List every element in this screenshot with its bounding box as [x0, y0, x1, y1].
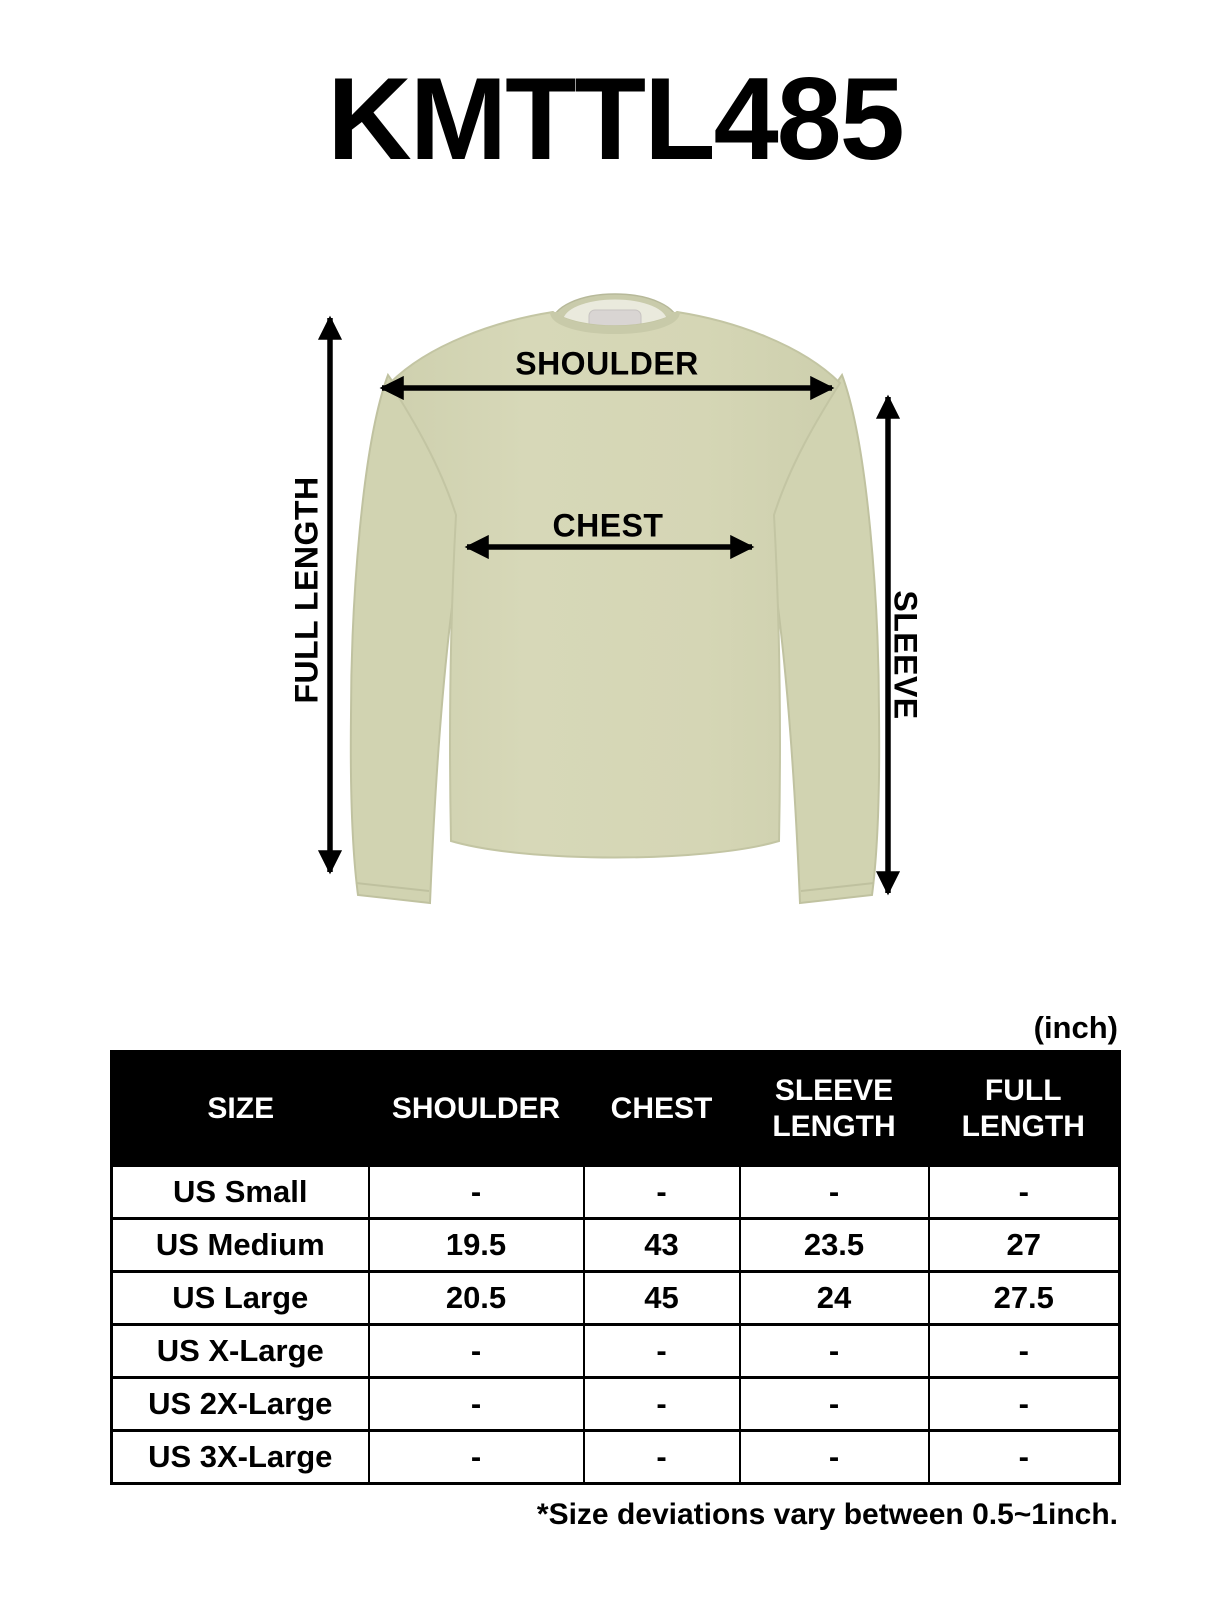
size-name-cell: US Large — [112, 1272, 369, 1325]
chest-value-cell: - — [584, 1325, 740, 1378]
shoulder-value-cell: 19.5 — [369, 1219, 584, 1272]
sleeve-length-value-cell: 23.5 — [740, 1219, 929, 1272]
sleeve-measure-label: SLEEVE — [887, 590, 924, 720]
column-header-size: SIZE — [112, 1052, 369, 1166]
column-header-shoulder: SHOULDER — [369, 1052, 584, 1166]
shirt-body — [390, 312, 840, 858]
table-row — [112, 1272, 1120, 1325]
chest-value-cell: 43 — [584, 1219, 740, 1272]
table-row — [112, 1166, 1120, 1219]
column-header-chest: CHEST — [584, 1052, 740, 1166]
size-name-cell: US Medium — [112, 1219, 369, 1272]
table-row — [112, 1325, 1120, 1378]
size-table-header — [112, 1052, 1120, 1166]
footnote: *Size deviations vary between 0.5~1inch. — [536, 1498, 1118, 1531]
page-title: KMTTL485 — [327, 53, 903, 184]
table-row — [112, 1219, 1120, 1272]
shirt-illustration — [270, 285, 960, 965]
shoulder-value-cell: - — [369, 1431, 584, 1484]
sleeve-length-value-cell: - — [740, 1325, 929, 1378]
sleeve-length-value-cell: - — [740, 1378, 929, 1431]
size-name-cell: US 3X-Large — [112, 1431, 369, 1484]
unit-label: (inch) — [1033, 1010, 1118, 1045]
column-header-full-length: FULL LENGTH — [929, 1052, 1120, 1166]
shoulder-value-cell: - — [369, 1166, 584, 1219]
size-name-cell: US Small — [112, 1166, 369, 1219]
shoulder-measure-label: SHOULDER — [515, 345, 699, 382]
size-name-cell: US 2X-Large — [112, 1378, 369, 1431]
full-length-value-cell: 27 — [929, 1219, 1120, 1272]
shoulder-value-cell: - — [369, 1325, 584, 1378]
full-length-value-cell: - — [929, 1166, 1120, 1219]
size-table — [110, 1050, 1121, 1485]
sleeve-length-value-cell: 24 — [740, 1272, 929, 1325]
table-row — [112, 1378, 1120, 1431]
chest-value-cell: - — [584, 1166, 740, 1219]
chest-value-cell: 45 — [584, 1272, 740, 1325]
full-length-value-cell: 27.5 — [929, 1272, 1120, 1325]
column-header-sleeve-length: SLEEVE LENGTH — [740, 1052, 929, 1166]
full-length-value-cell: - — [929, 1431, 1120, 1484]
sleeve-length-value-cell: - — [740, 1431, 929, 1484]
sleeve-length-value-cell: - — [740, 1166, 929, 1219]
full-length-value-cell: - — [929, 1378, 1120, 1431]
full-length-value-cell: - — [929, 1325, 1120, 1378]
measurement-diagram — [270, 285, 960, 965]
size-name-cell: US X-Large — [112, 1325, 369, 1378]
chest-value-cell: - — [584, 1378, 740, 1431]
table-row — [112, 1431, 1120, 1484]
chest-value-cell: - — [584, 1431, 740, 1484]
shoulder-value-cell: 20.5 — [369, 1272, 584, 1325]
full-length-measure-label: FULL LENGTH — [288, 476, 325, 704]
chest-measure-label: CHEST — [552, 507, 664, 544]
shoulder-value-cell: - — [369, 1378, 584, 1431]
